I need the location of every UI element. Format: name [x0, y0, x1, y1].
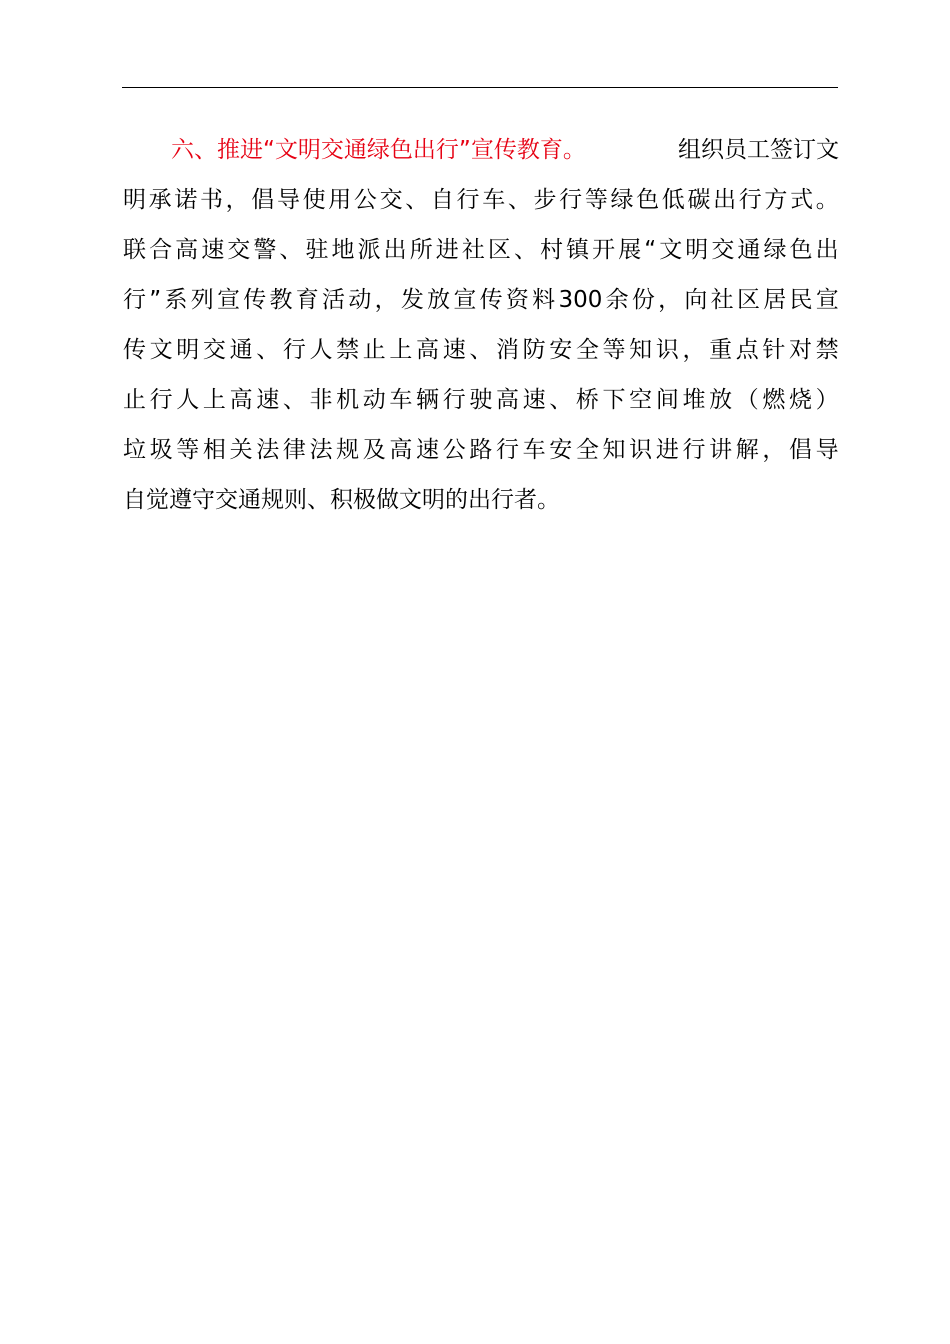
- line-glyph: 、: [513, 237, 537, 263]
- line-glyph: 高: [416, 337, 440, 363]
- line-glyph: 烧: [789, 387, 813, 413]
- line-glyph: 明: [123, 187, 146, 213]
- line-glyph: 通: [229, 337, 253, 363]
- line-text: 组织员工签订文: [678, 137, 839, 163]
- line-glyph: 资: [505, 287, 529, 313]
- line-glyph: 关: [229, 437, 253, 463]
- line-glyph: 宣: [216, 287, 240, 313]
- line-glyph: 绿: [610, 187, 634, 213]
- paragraph-line-2: [123, 175, 839, 225]
- line-glyph: 及: [362, 437, 386, 463]
- line-glyph: 交: [227, 237, 251, 263]
- line-glyph: 等: [176, 437, 200, 463]
- line-glyph: 导: [815, 437, 839, 463]
- line-glyph: 余: [605, 287, 629, 313]
- line-glyph: 动: [362, 387, 386, 413]
- line-glyph: 份: [631, 287, 655, 313]
- line-glyph: 非: [309, 387, 333, 413]
- line-glyph: ，: [225, 187, 249, 213]
- line-glyph: 、: [279, 237, 303, 263]
- line-glyph: 速: [416, 437, 440, 463]
- line-glyph: 进: [655, 437, 679, 463]
- line-glyph: 上: [202, 387, 226, 413]
- line-glyph: 地: [331, 237, 355, 263]
- line-glyph: 等: [602, 337, 626, 363]
- line-glyph: 进: [435, 237, 459, 263]
- line-glyph: 、: [282, 387, 306, 413]
- line-glyph: 车: [522, 437, 546, 463]
- line-glyph: 放: [709, 387, 733, 413]
- line-glyph: 交: [379, 187, 403, 213]
- line-glyph: 派: [357, 237, 381, 263]
- line-glyph: 重: [709, 337, 733, 363]
- line-glyph: 法: [309, 437, 333, 463]
- line-glyph: 行: [495, 437, 519, 463]
- line-glyph: 针: [762, 337, 786, 363]
- line-glyph: 合: [149, 237, 173, 263]
- line-glyph: 机: [336, 387, 360, 413]
- line-glyph: 通: [737, 237, 761, 263]
- header-rule: [122, 87, 838, 88]
- line-glyph: 低: [661, 187, 685, 213]
- line-glyph: 展: [618, 237, 642, 263]
- line-glyph: 上: [389, 337, 413, 363]
- line-glyph: 镇: [566, 237, 590, 263]
- line-glyph: 活: [322, 287, 346, 313]
- line-glyph: 、: [507, 187, 531, 213]
- line-glyph: 燃: [762, 387, 786, 413]
- line-glyph: 行: [149, 387, 173, 413]
- line-glyph: 禁: [336, 337, 360, 363]
- line-glyph: 间: [655, 387, 679, 413]
- line-glyph: 明: [176, 337, 200, 363]
- line-glyph: 社: [461, 237, 485, 263]
- line-glyph: 防: [522, 337, 546, 363]
- line-glyph: 用: [328, 187, 352, 213]
- line-glyph: 绿: [763, 237, 787, 263]
- line-glyph: 明: [685, 237, 709, 263]
- line-glyph: 碳: [687, 187, 711, 213]
- line-glyph: 传: [243, 287, 267, 313]
- line-glyph: 教: [269, 287, 293, 313]
- line-glyph: 速: [201, 237, 225, 263]
- line-glyph: 高: [175, 237, 199, 263]
- line-glyph: 人: [309, 337, 333, 363]
- line-glyph: 止: [362, 337, 386, 363]
- line-glyph: 区: [487, 237, 511, 263]
- line-glyph: 色: [636, 187, 660, 213]
- line-glyph: 传: [123, 337, 146, 363]
- line-glyph: 相: [202, 437, 226, 463]
- line-glyph: 开: [592, 237, 616, 263]
- line-glyph: 。: [815, 187, 839, 213]
- line-glyph: 公: [353, 187, 377, 213]
- line-glyph: 宣: [815, 287, 839, 313]
- line-glyph: 点: [735, 337, 759, 363]
- line-glyph: 驶: [469, 387, 493, 413]
- line-glyph: ，: [682, 337, 706, 363]
- line-glyph: 区: [736, 287, 760, 313]
- line-glyph: 放: [427, 287, 451, 313]
- line-glyph: 等: [584, 187, 608, 213]
- line-glyph: 解: [735, 437, 759, 463]
- line-glyph: （: [735, 387, 759, 413]
- line-glyph: 高: [229, 387, 253, 413]
- line-glyph: 辆: [416, 387, 440, 413]
- line-glyph: 出: [815, 237, 839, 263]
- line-glyph: 下: [602, 387, 626, 413]
- line-glyph: 育: [295, 287, 319, 313]
- line-glyph: 律: [282, 437, 306, 463]
- line-glyph: 消: [495, 337, 519, 363]
- line-glyph: 行: [456, 187, 480, 213]
- line-glyph: ，: [658, 287, 682, 313]
- paragraph-line-5: [123, 325, 839, 375]
- paragraph-line-7: [123, 425, 839, 475]
- line-glyph: 居: [763, 287, 787, 313]
- line-glyph: 式: [790, 187, 814, 213]
- line-glyph: 法: [256, 437, 280, 463]
- line-glyph: 知: [629, 337, 653, 363]
- line-glyph: 宣: [453, 287, 477, 313]
- line-glyph: 使: [302, 187, 326, 213]
- line-glyph: 文: [659, 237, 683, 263]
- line-glyph: 联: [123, 237, 146, 263]
- line-glyph: 规: [336, 437, 360, 463]
- paragraph-line-1: [123, 125, 839, 175]
- line-glyph: 圾: [149, 437, 173, 463]
- line-glyph: 向: [684, 287, 708, 313]
- line-glyph: 书: [199, 187, 223, 213]
- line-glyph: 行: [682, 437, 706, 463]
- line-glyph: 诺: [174, 187, 198, 213]
- line-glyph: 高: [495, 387, 519, 413]
- line-glyph: 行: [442, 387, 466, 413]
- line-glyph: 300: [558, 287, 603, 313]
- paragraph-line-4: [123, 275, 839, 325]
- paragraph-line-8: [123, 475, 839, 525]
- line-glyph: 出: [713, 187, 737, 213]
- line-glyph: 系: [164, 287, 188, 313]
- line-glyph: 桥: [575, 387, 599, 413]
- line-glyph: 堆: [682, 387, 706, 413]
- line-glyph: 知: [602, 437, 626, 463]
- line-glyph: 行: [282, 337, 306, 363]
- line-glyph: 色: [789, 237, 813, 263]
- line-glyph: “: [644, 237, 657, 263]
- line-glyph: 高: [389, 437, 413, 463]
- section-heading: 六、推进“文明交通绿色出行”宣传教育。: [171, 137, 586, 163]
- line-glyph: 行: [738, 187, 762, 213]
- line-glyph: 方: [764, 187, 788, 213]
- line-glyph: 倡: [251, 187, 275, 213]
- line-glyph: 、: [469, 337, 493, 363]
- line-glyph: 速: [256, 387, 280, 413]
- line-glyph: 警: [253, 237, 277, 263]
- line-glyph: 交: [711, 237, 735, 263]
- line-glyph: 料: [532, 287, 556, 313]
- line-glyph: 讲: [709, 437, 733, 463]
- line-glyph: 速: [522, 387, 546, 413]
- line-glyph: ，: [762, 437, 786, 463]
- line-glyph: 倡: [789, 437, 813, 463]
- line-text: 自觉遵守交通规则、积极做文明的出行者。: [123, 487, 560, 513]
- line-glyph: 禁: [815, 337, 839, 363]
- line-glyph: 全: [575, 437, 599, 463]
- line-glyph: ）: [815, 387, 839, 413]
- paragraph-line-6: [123, 375, 839, 425]
- line-glyph: 交: [202, 337, 226, 363]
- line-glyph: 车: [389, 387, 413, 413]
- line-glyph: 识: [655, 337, 679, 363]
- document-body: [123, 125, 839, 525]
- line-glyph: 公: [442, 437, 466, 463]
- line-glyph: ”: [149, 287, 162, 313]
- line-glyph: 自: [430, 187, 454, 213]
- line-glyph: 全: [575, 337, 599, 363]
- line-glyph: 行: [123, 287, 146, 313]
- line-glyph: 速: [442, 337, 466, 363]
- line-glyph: 、: [405, 187, 429, 213]
- line-glyph: 路: [469, 437, 493, 463]
- line-glyph: 出: [383, 237, 407, 263]
- line-glyph: 行: [559, 187, 583, 213]
- line-glyph: 驻: [305, 237, 329, 263]
- line-glyph: 文: [149, 337, 173, 363]
- line-glyph: ，: [374, 287, 398, 313]
- line-glyph: 社: [710, 287, 734, 313]
- line-glyph: 发: [400, 287, 424, 313]
- paragraph-line-3: [123, 225, 839, 275]
- line-glyph: 安: [549, 437, 573, 463]
- line-glyph: 、: [256, 337, 280, 363]
- line-glyph: 安: [549, 337, 573, 363]
- line-glyph: 所: [409, 237, 433, 263]
- line-glyph: 、: [549, 387, 573, 413]
- line-glyph: 车: [482, 187, 506, 213]
- line-glyph: 导: [276, 187, 300, 213]
- line-glyph: 止: [123, 387, 146, 413]
- line-glyph: 人: [176, 387, 200, 413]
- line-glyph: 承: [148, 187, 172, 213]
- line-glyph: 步: [533, 187, 557, 213]
- line-glyph: 垃: [123, 437, 146, 463]
- line-glyph: 民: [789, 287, 813, 313]
- line-glyph: 空: [629, 387, 653, 413]
- line-glyph: 村: [540, 237, 563, 263]
- line-glyph: 识: [629, 437, 653, 463]
- line-glyph: 传: [479, 287, 503, 313]
- line-glyph: 动: [348, 287, 372, 313]
- line-glyph: 对: [789, 337, 813, 363]
- line-glyph: 列: [190, 287, 214, 313]
